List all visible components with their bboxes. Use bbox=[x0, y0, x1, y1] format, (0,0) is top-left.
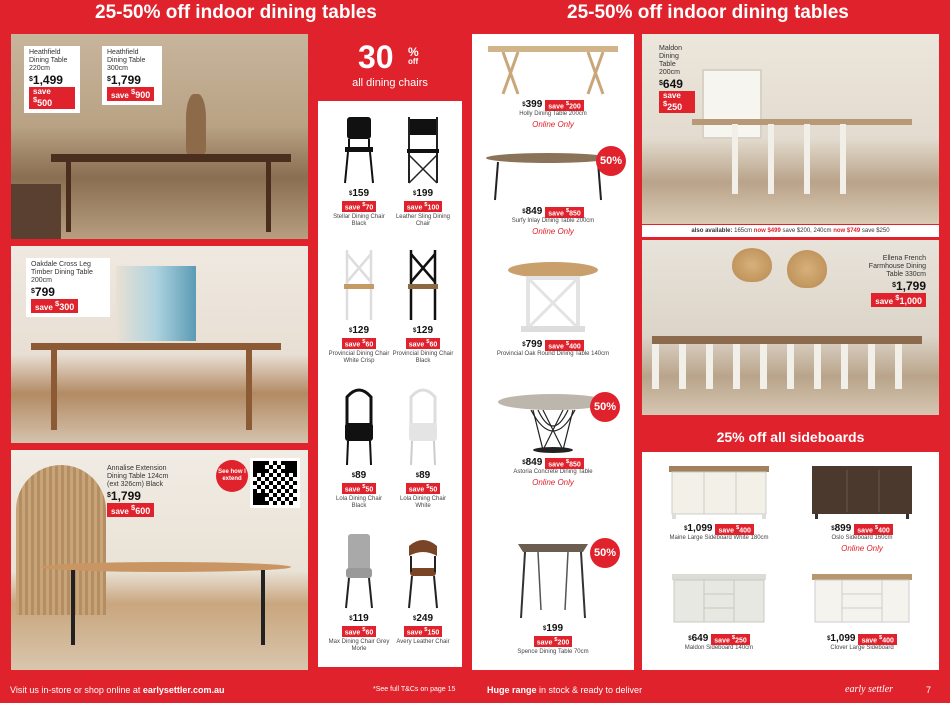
max-grey-chair-icon bbox=[339, 532, 379, 610]
price: $1,799 bbox=[892, 279, 926, 293]
table-name: Holly Dining Table 200cm bbox=[519, 111, 587, 118]
sling-chair-icon bbox=[403, 115, 443, 185]
lola-black-chair-icon bbox=[339, 385, 379, 467]
sideboard-name: Oslo Sideboard 160cm bbox=[831, 535, 893, 542]
maldon-sideboard-icon bbox=[664, 570, 774, 630]
price: $799 bbox=[31, 285, 55, 299]
table-top bbox=[51, 154, 291, 162]
qr-code[interactable] bbox=[250, 458, 300, 508]
chair-item[interactable]: $249 save $150 Avery Leather Chair bbox=[392, 532, 454, 646]
chair-item[interactable]: $89 save $50 Lola Dining Chair Black bbox=[328, 385, 390, 510]
tc-note: *See full T&Cs on page 15 bbox=[373, 686, 456, 693]
online-only-label: Online Only bbox=[532, 478, 574, 488]
sideboards-header: 25% off all sideboards bbox=[642, 422, 939, 452]
annalise-tag bbox=[102, 462, 182, 521]
visit-text: Visit us in-store or shop online at earlysettler.com.au bbox=[10, 685, 225, 695]
table-item[interactable]: $199 save $200 Spence Dining Table 70cm bbox=[478, 538, 628, 656]
chair-name: Provincial Dining Chair Black bbox=[392, 351, 454, 365]
clover-sideboard-icon bbox=[807, 570, 917, 630]
save-badge: save $250 bbox=[659, 91, 695, 113]
table-name: Spence Dining Table 70cm bbox=[517, 649, 589, 656]
fifty-percent-badge: 50% bbox=[590, 392, 620, 422]
product-name: Oakdale Cross Leg Timber Dining Table 200cm bbox=[31, 261, 93, 284]
product-name: Ellena French Farmhouse Dining Table 330cm bbox=[868, 255, 926, 278]
fifty-percent-badge: 50% bbox=[590, 538, 620, 568]
sideboard-item[interactable]: $649 save $250 Maldon Sideboard 140cm bbox=[650, 570, 788, 652]
huge-range-text: Huge range in stock & ready to deliver bbox=[487, 685, 643, 695]
holly-table-icon bbox=[483, 40, 623, 96]
also-available-note: also available: 165cm now $499 save $200, 240cm now $749 save $250 bbox=[642, 225, 939, 237]
promo-percent: 30 bbox=[358, 39, 394, 75]
table-item[interactable]: $849 save $850 Astoria Concrete Dining Table Online Only bbox=[478, 392, 628, 486]
online-only-label: Online Only bbox=[532, 227, 574, 237]
save-badge: save $300 bbox=[31, 299, 78, 313]
page-number: 7 bbox=[926, 685, 932, 695]
save-badge: save $500 bbox=[29, 87, 75, 109]
chair-item[interactable]: $159 save $70 Stellar Dining Chair Black bbox=[328, 115, 390, 228]
price: $1,799 bbox=[107, 489, 141, 503]
pendant-light bbox=[732, 248, 772, 282]
save-badge: save $600 bbox=[107, 503, 154, 517]
table-item[interactable]: $799 save $400 Provincial Oak Round Dining Table 140cm bbox=[478, 260, 628, 358]
save-badge: save $900 bbox=[107, 87, 154, 101]
left-headline: 25-50% off indoor dining tables bbox=[95, 2, 377, 23]
avery-leather-chair-icon bbox=[403, 532, 443, 610]
chair-item[interactable]: $129 save $60 Provincial Dining Chair White Crisp bbox=[328, 248, 390, 365]
ellena-tag bbox=[853, 252, 931, 311]
maine-sideboard-icon bbox=[664, 462, 774, 520]
heathfield-300-tag bbox=[102, 46, 162, 105]
lola-white-chair-icon bbox=[403, 385, 443, 467]
wall-art bbox=[116, 266, 196, 341]
see-how-i-extend-badge: See how I extend bbox=[216, 460, 248, 492]
promo-subtitle: all dining chairs bbox=[352, 77, 428, 89]
oslo-sideboard-icon bbox=[807, 462, 917, 520]
sideboard-item[interactable]: $1,099 save $400 Maine Large Sideboard White 180cm bbox=[650, 462, 788, 542]
table-item[interactable]: $399 save $200 Holly Dining Table 200cm Online Only bbox=[478, 40, 628, 128]
product-name: Heathfield Dining Table 220cm bbox=[29, 49, 68, 72]
chair-name: Stellar Dining Chair Black bbox=[333, 214, 385, 228]
online-only-label: Online Only bbox=[841, 544, 883, 554]
sideboard-name: Clover Large Sideboard bbox=[830, 645, 894, 652]
maldon-tag bbox=[654, 42, 700, 117]
chair-name: Max Dining Chair Grey Morle bbox=[328, 639, 390, 653]
chairs-promo-header: 30 % off all dining chairs bbox=[318, 37, 462, 101]
sideboard-item[interactable]: $899 save $400 Oslo Sideboard 160cm Online Only bbox=[793, 462, 931, 552]
provincial-black-chair-icon bbox=[403, 248, 443, 322]
price: $649 bbox=[659, 77, 683, 91]
early-settler-logo: early settler bbox=[845, 684, 894, 695]
price: $1,799 bbox=[107, 73, 141, 87]
chair-name: Provincial Dining Chair White Crisp bbox=[328, 351, 390, 365]
sideboard-name: Maldon Sideboard 140cm bbox=[684, 645, 754, 652]
price: $1,499 bbox=[29, 73, 63, 87]
website-link[interactable]: earlysettler.com.au bbox=[142, 685, 225, 695]
stellar-chair-icon bbox=[339, 115, 379, 185]
right-headline: 25-50% off indoor dining tables bbox=[567, 2, 849, 23]
provincial-round-table-icon bbox=[483, 260, 623, 336]
chair-name: Lola Dining Chair White bbox=[399, 496, 447, 510]
heathfield-220-tag bbox=[24, 46, 80, 113]
footer bbox=[0, 678, 950, 703]
save-badge: save $1,000 bbox=[871, 293, 926, 307]
table-name: Surfy Inlay Dining Table 200cm bbox=[511, 218, 595, 225]
product-name: Heathfield Dining Table 300cm bbox=[107, 49, 146, 72]
sideboard-name: Maine Large Sideboard White 180cm bbox=[669, 535, 769, 542]
table-name: Astoria Concrete Dining Table bbox=[513, 469, 593, 476]
chair-item[interactable]: $199 save $100 Leather Sling Dining Chair bbox=[392, 115, 454, 228]
arch-panel bbox=[16, 465, 106, 615]
table-item[interactable]: $849 save $850 Surfy Inlay Dining Table 200cm Online Only bbox=[478, 148, 628, 235]
sideboard-item[interactable]: $1,099 save $400 Clover Large Sideboard bbox=[793, 570, 931, 652]
online-only-label: Online Only bbox=[532, 120, 574, 130]
chair-item[interactable]: $119 save $60 Max Dining Chair Grey Morle bbox=[328, 532, 390, 653]
chair-item[interactable]: $89 save $50 Lola Dining Chair White bbox=[392, 385, 454, 510]
fifty-percent-badge: 50% bbox=[596, 146, 626, 176]
chair-name: Leather Sling Dining Chair bbox=[395, 214, 451, 228]
oakdale-tag bbox=[26, 258, 110, 317]
table-name: Provincial Oak Round Dining Table 140cm bbox=[496, 351, 610, 358]
chair-item[interactable]: $129 save $60 Provincial Dining Chair Black bbox=[392, 248, 454, 365]
chair-name: Lola Dining Chair Black bbox=[335, 496, 383, 510]
product-name: Maldon Dining Table 200cm bbox=[659, 45, 682, 76]
chair-name: Avery Leather Chair bbox=[396, 639, 450, 646]
provincial-white-chair-icon bbox=[339, 248, 379, 322]
product-name: Annalise Extension Dining Table 124cm (ext 326cm) Black bbox=[107, 465, 169, 488]
